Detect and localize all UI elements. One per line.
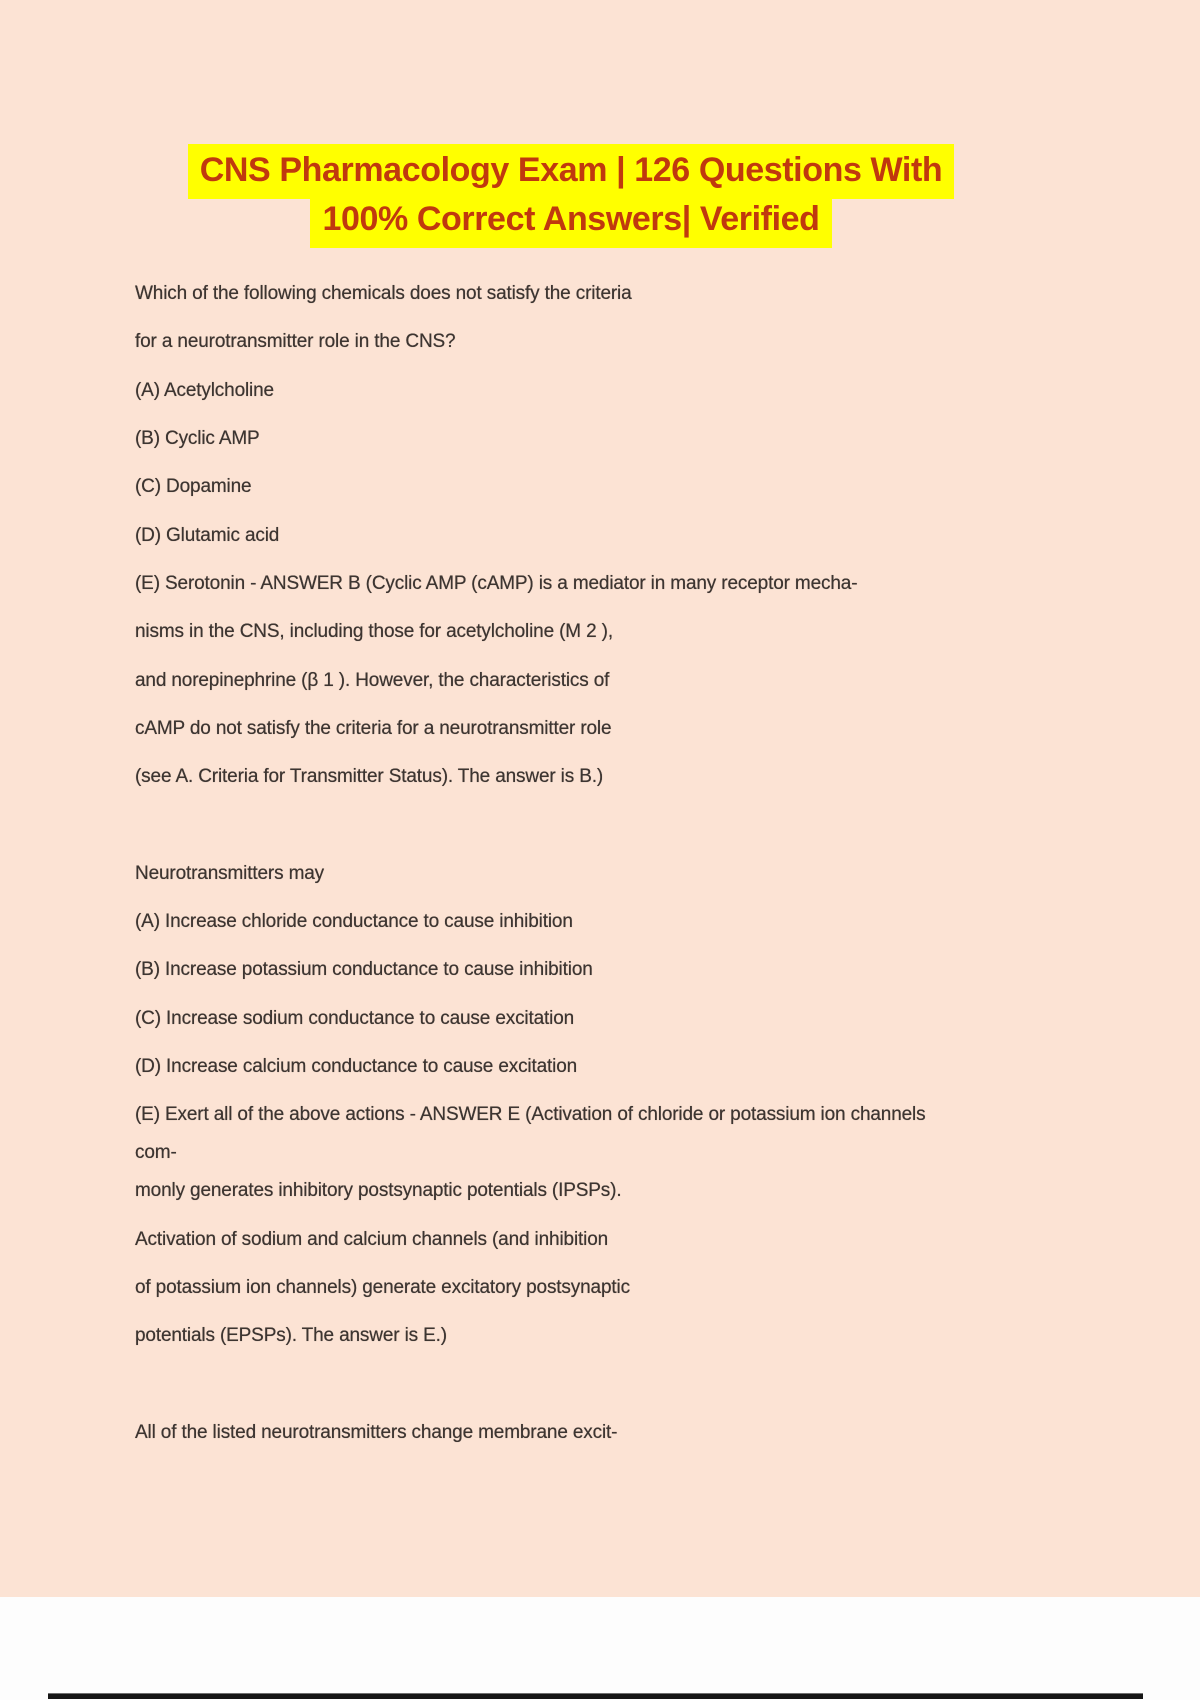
text-line: (E) Exert all of the above actions - ANSWER E (Activation of chloride or potassium ion channels (135, 1104, 926, 1126)
text-line: (C) Increase sodium conductance to cause excitation (135, 1007, 575, 1029)
text-line: (see A. Criteria for Transmitter Status). The answer is B.) (135, 766, 604, 788)
text-line: (B) Increase potassium conductance to cause inhibition (135, 959, 593, 981)
page-bottom-margin (0, 1597, 1200, 1700)
title-line-2: 100% Correct Answers| Verified (310, 193, 831, 248)
text-line: Neurotransmitters may (135, 862, 325, 884)
text-line: monly generates inhibitory postsynaptic potentials (IPSPs). (135, 1180, 622, 1202)
text-line: and norepinephrine (β 1 ). However, the characteristics of (135, 669, 610, 691)
text-line: (A) Increase chloride conductance to cause inhibition (135, 911, 573, 932)
title-row-1 (0, 144, 1142, 193)
text-line: for a neurotransmitter role in the CNS? (135, 331, 456, 353)
document-title (0, 144, 1142, 242)
text-line: All of the listed neurotransmitters change membrane excit- (135, 1421, 618, 1443)
text-line: (E) Serotonin - ANSWER B (Cyclic AMP (cAMP) is a mediator in many receptor mecha- (135, 572, 858, 594)
text-line: potentials (EPSPs). The answer is E.) (135, 1325, 447, 1347)
text-line: (B) Cyclic AMP (135, 428, 260, 450)
title-line-1: CNS Pharmacology Exam | 126 Questions With (188, 144, 955, 199)
text-line: (D) Glutamic acid (135, 524, 280, 546)
text-line: cAMP do not satisfy the criteria for a neurotransmitter role (135, 717, 612, 739)
blank-line (135, 801, 1145, 849)
text-line: (A) Acetylcholine (135, 379, 274, 401)
blank-line (135, 1361, 1145, 1409)
text-line: nisms in the CNS, including those for acetylcholine (M 2 ), (135, 621, 613, 643)
text-line: (D) Increase calcium conductance to cause excitation (135, 1055, 578, 1077)
window-bottom-border (48, 1693, 1143, 1699)
text-line: (C) Dopamine (135, 476, 252, 498)
title-row-2 (0, 193, 1142, 242)
text-line: Activation of sodium and calcium channels (and inhibition (135, 1228, 609, 1250)
document-body (135, 270, 1145, 1457)
text-line: of potassium ion channels) generate excitatory postsynaptic (135, 1277, 630, 1299)
text-line: com- (135, 1142, 177, 1164)
text-line: Which of the following chemicals does not satisfy the criteria (135, 283, 632, 305)
